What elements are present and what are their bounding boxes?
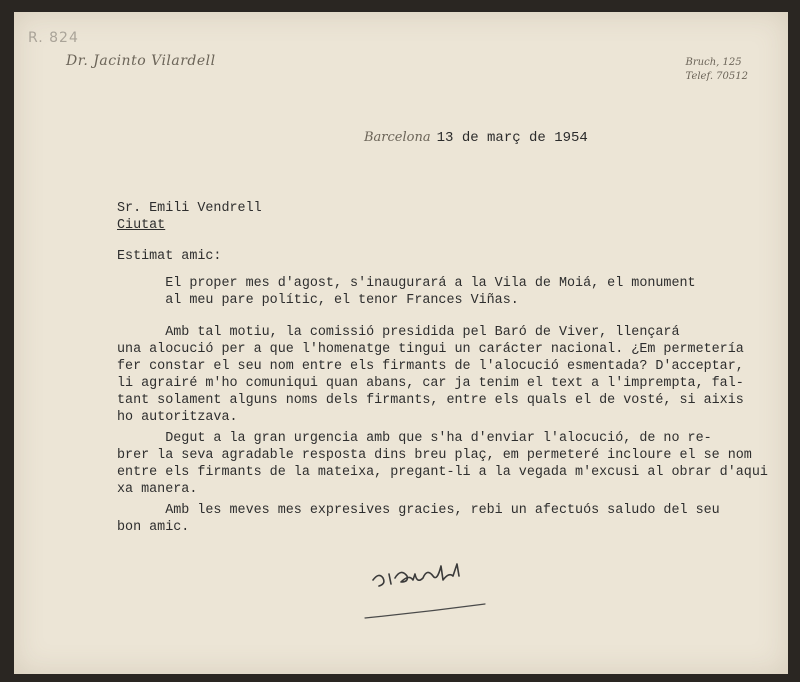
letterhead-address bbox=[686, 56, 748, 84]
letterhead-phone: Telef. 70512 bbox=[685, 71, 748, 82]
dateline bbox=[364, 130, 588, 146]
paragraph-1: El proper mes d'agost, s'inaugurará a la Vila de Moiá, el monument al meu pare polític, el tenor Frances Viñas. bbox=[165, 276, 696, 308]
dateline-city: Barcelona bbox=[364, 130, 431, 145]
paragraph-4: Amb les meves mes expresives gracies, rebi un afectuós saludo del seu bon amic. bbox=[117, 503, 720, 535]
salutation: Estimat amic: bbox=[117, 249, 222, 264]
addressee-name: Sr. Emili Vendrell bbox=[117, 201, 262, 216]
handwritten-signature bbox=[355, 540, 525, 630]
paragraph-3: Degut a la gran urgencia amb que s'ha d'enviar l'alocució, de no re- brer la seva agradable resposta dins breu plaç, em permeteré incloure el se nom entre els firmants de la mateixa, pregant-li a la vegada m'excusi al obrar d'aqui xa manera. bbox=[117, 431, 768, 497]
addressee-block bbox=[117, 200, 262, 234]
paragraph-2: Amb tal motiu, la comissió presidida pel Baró de Viver, llençará una alocució per a que l'homenatge tingui un carácter nacional. ¿Em permetería fer constar el seu nom entre els firmants de l'alocució esmentada? D'acceptar, li agrairé m'ho comuniqui quan abans, car ja tenim el text a l'imprempta, fal- tant solament alguns noms dels firmants, entre els quals el de vosté, si aixis ho autoritzava. bbox=[117, 325, 744, 425]
letterhead-name: Dr. Jacinto Vilardell bbox=[66, 53, 216, 69]
letterhead-street: Bruch, 125 bbox=[685, 57, 742, 68]
dateline-date: 13 de març de 1954 bbox=[436, 130, 588, 146]
archive-pencil-mark: R. 824 bbox=[28, 30, 79, 46]
addressee-city: Ciutat bbox=[117, 218, 166, 233]
